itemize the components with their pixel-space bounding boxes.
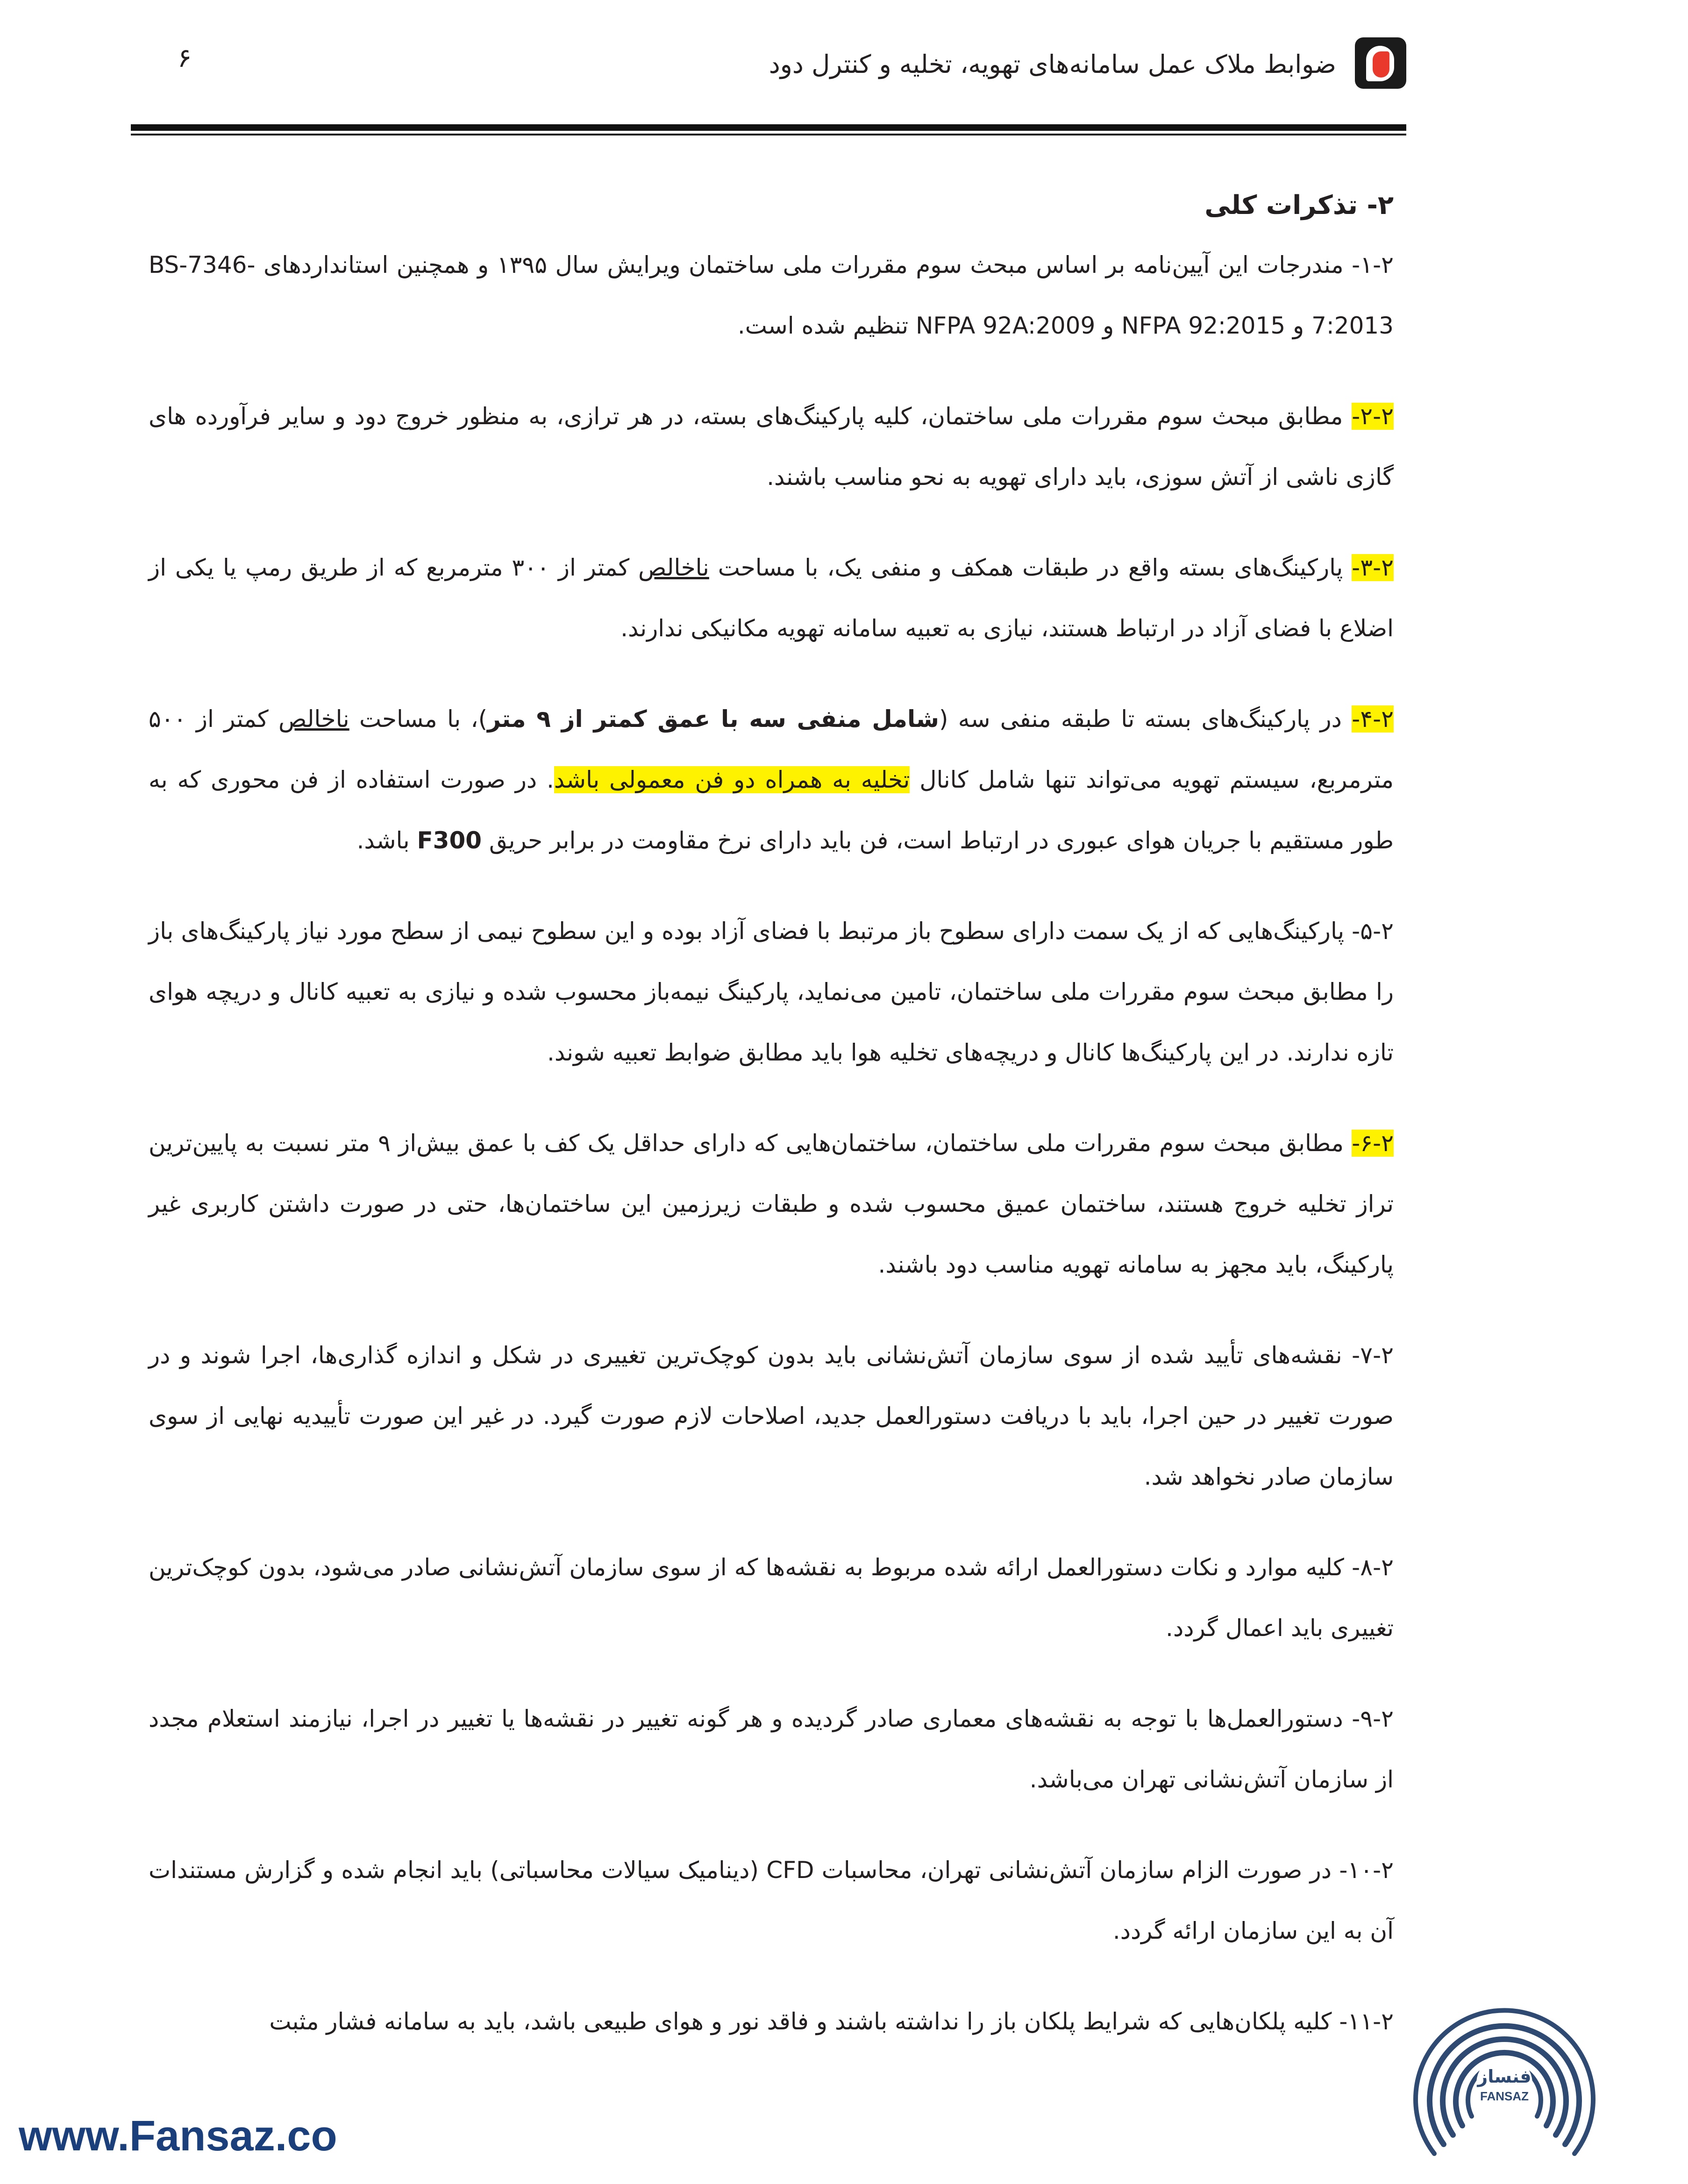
underlined-term: ناخالص <box>638 554 709 581</box>
paragraph-2-1 <box>149 235 1394 356</box>
paragraph-text: ۵-۲- پارکینگ‌هایی که از یک سمت دارای سطوح باز مرتبط با فضای آزاد بوده و این سطوح نیمی از سطح مورد نیاز پارکینگ‌های باز را مطابق مبحث سوم مقررات ملی ساختمان، تامین می‌نماید، پارکینگ نیمه‌باز محسوب شده و نیازی به تعبیه کانال و دریچه هوای تازه ندارند. در این پارکینگ‌ها کانال و دریچه‌های تخلیه هوا باید مطابق ضوابط تعبیه شوند. <box>149 918 1394 1066</box>
paragraph-2-7 <box>149 1325 1394 1507</box>
fansaz-watermark-logo-icon <box>1406 1985 1603 2182</box>
watermark-fa-text: فنساز <box>1477 2066 1531 2087</box>
paragraph-text: مطابق مبحث سوم مقررات ملی ساختمان، ساختمان‌هایی که دارای حداقل یک کف با عمق بیش‌از ۹ متر نسبت به پایین‌ترین تراز تخلیه خروج هستند، ساختمان عمیق محسوب شده و طبقات زیرزمین این ساختمان‌ها، حتی در صورت داشتن کاربری غیر پارکینگ، باید مجهز به سامانه تهویه مناسب دود باشند. <box>149 1130 1394 1278</box>
paragraph-text: ۱۰-۲- در صورت الزام سازمان آتش‌نشانی تهران، محاسبات CFD (دینامیک سیالات محاسباتی) باید انجام شده و گزارش مستندات آن به این سازمان ارائه گردد. <box>149 1857 1394 1944</box>
header-rule-thick <box>131 124 1406 131</box>
paragraph-2-6 <box>149 1113 1394 1295</box>
paragraph-2-9 <box>149 1688 1394 1810</box>
paragraph-text: کمتر از ۳۰۰ مترمربع که از طریق رمپ یا یکی از اضلاع با فضای آزاد در ارتباط هستند، نیازی به تعبیه سامانه تهویه مکانیکی ندارند. <box>149 554 1394 642</box>
paragraph-2-5 <box>149 901 1394 1083</box>
watermark-en-text: FANSAZ <box>1480 2089 1529 2103</box>
paragraph-2-10 <box>149 1840 1394 1961</box>
item-number-highlight: ۶-۲- <box>1352 1130 1394 1157</box>
highlighted-text: تخلیه به همراه دو فن معمولی باشد <box>554 766 910 793</box>
page-number: ۶ <box>178 43 192 73</box>
document-body <box>149 182 1394 2082</box>
paragraph-text: ۱۱-۲- کلیه پلکان‌هایی که شرایط پلکان باز را نداشته باشند و فاقد نور و هوای طبیعی باشد، باید به سامانه فشار مثبت <box>269 2008 1394 2035</box>
paragraph-text: پارکینگ‌های بسته واقع در طبقات همکف و منفی یک، با مساحت <box>709 554 1352 581</box>
paragraph-2-11 <box>149 1991 1394 2052</box>
document-title: ضوابط ملاک عمل سامانه‌های تهویه، تخلیه و کنترل دود <box>769 50 1336 79</box>
fire-rating-code: F300 <box>417 827 482 854</box>
header-rule-thin <box>131 134 1406 135</box>
page-header <box>131 33 1406 103</box>
bold-text: شامل منفی سه با عمق کمتر از ۹ متر <box>487 705 939 733</box>
paragraph-text: ۸-۲- کلیه موارد و نکات دستورالعمل ارائه شده مربوط به نقشه‌ها که از سوی سازمان آتش‌نشانی صادر می‌شود، بدون کوچک‌ترین تغییری باید اعمال گردد. <box>149 1554 1394 1642</box>
paragraph-text: ۹-۲- دستورالعمل‌ها با توجه به نقشه‌های معماری صادر گردیده و هر گونه تغییر در نقشه‌ها یا تغییر در اجرا، نیازمند استعلام مجدد از سازمان آتش‌نشانی تهران می‌باشد. <box>149 1705 1394 1793</box>
paragraph-text: کمتر از ۵۰۰ مترمربع، سیستم تهویه می‌تواند تنها شامل کانال <box>149 705 1394 793</box>
paragraph-text: در پارکینگ‌های بسته تا طبقه منفی سه ( <box>939 705 1352 733</box>
paragraph-2-2 <box>149 386 1394 507</box>
item-number-highlight: ۲-۲- <box>1352 403 1394 430</box>
fire-department-logo-icon <box>1355 37 1406 89</box>
paragraph-text: )، با مساحت <box>349 705 488 733</box>
paragraph-text: باشد. <box>356 827 417 854</box>
paragraph-2-3 <box>149 537 1394 659</box>
item-number-highlight: ۴-۲- <box>1352 705 1394 733</box>
paragraph-2-8 <box>149 1537 1394 1658</box>
paragraph-text: مطابق مبحث سوم مقررات ملی ساختمان، کلیه پارکینگ‌های بسته، در هر ترازی، به منظور خروج دود و سایر فرآورده های گازی ناشی از آتش سوزی، باید دارای تهویه به نحو مناسب باشند. <box>149 403 1394 491</box>
section-heading: ۲- تذکرات کلی <box>1204 190 1394 221</box>
item-number-highlight: ۳-۲- <box>1352 554 1394 581</box>
website-link[interactable]: www.Fansaz.co <box>19 2112 337 2160</box>
paragraph-text: ۱-۲- مندرجات این آیین‌نامه بر اساس مبحث سوم مقررات ملی ساختمان ویرایش سال ۱۳۹۵ و همچنین استانداردهای BS-7346-7:2013 و NFPA 92:2015 و NFPA 92A:2009 تنظیم شده است. <box>149 251 1394 339</box>
paragraph-text: ۷-۲- نقشه‌های تأیید شده از سوی سازمان آتش‌نشانی باید بدون کوچک‌ترین تغییری در شکل و اندازه گذاری‌ها، اجرا شوند و در صورت تغییر در حین اجرا، باید با دریافت دستورالعمل جدید، اصلاحات لازم صورت گیرد. در غیر این صورت تأییدیه نهایی از سوی سازمان صادر نخواهد شد. <box>149 1342 1394 1490</box>
paragraph-2-4 <box>149 689 1394 871</box>
underlined-term: ناخالص <box>278 705 349 733</box>
paragraph-text: . در صورت استفاده از فن محوری که به طور مستقیم با جریان هوای عبوری در ارتباط است، فن باید دارای نرخ مقاومت در برابر حریق <box>149 766 1394 854</box>
